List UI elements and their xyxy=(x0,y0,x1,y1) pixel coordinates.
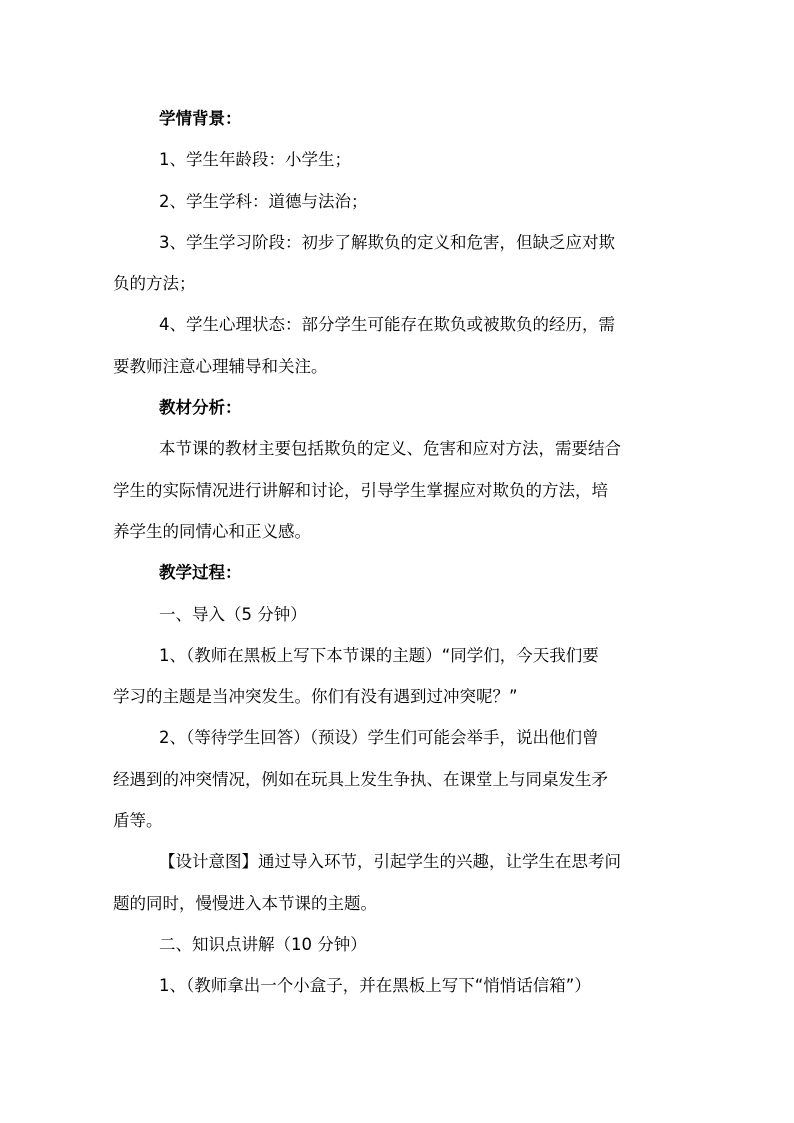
paragraph-line: 1、（教师拿出一个小盒子，并在黑板上写下“悄悄话信箱”） xyxy=(159,976,591,996)
paragraph-line: 负的方法； xyxy=(113,274,196,294)
design-intent-line: 【设计意图】通过导入环节，引起学生的兴趣，让学生在思考问 xyxy=(159,852,621,872)
section-heading-material-analysis: 教材分析： xyxy=(159,398,242,418)
paragraph-line: 学生的实际情况进行讲解和讨论，引导学生掌握应对欺负的方法，培 xyxy=(113,480,608,500)
subsection-heading-intro: 一、导入（5 分钟） xyxy=(159,604,307,624)
paragraph-line: 1、学生年龄段：小学生； xyxy=(159,150,351,170)
paragraph-line: 盾等。 xyxy=(113,811,163,831)
paragraph-line: 养学生的同情心和正义感。 xyxy=(113,521,311,541)
section-heading-learning-background: 学情背景： xyxy=(159,109,242,128)
paragraph-line: 3、学生学习阶段：初步了解欺负的定义和危害，但缺乏应对欺 xyxy=(159,232,615,252)
paragraph-line: 学习的主题是当冲突发生。你们有没有遇到过冲突呢？” xyxy=(113,687,518,707)
paragraph-line: 经遇到的冲突情况，例如在玩具上发生争执、在课堂上与同桌发生矛 xyxy=(113,769,608,789)
paragraph-line: 本节课的教材主要包括欺负的定义、危害和应对方法，需要结合 xyxy=(159,439,621,459)
paragraph-line: 2、学生学科：道德与法治； xyxy=(159,191,368,211)
paragraph-line: 4、学生心理状态：部分学生可能存在欺负或被欺负的经历，需 xyxy=(159,315,615,335)
section-heading-teaching-process: 教学过程： xyxy=(159,563,242,583)
paragraph-line: 要教师注意心理辅导和关注。 xyxy=(113,356,328,376)
paragraph-line: 1、（教师在黑板上写下本节课的主题）“同学们，今天我们要 xyxy=(159,645,599,665)
paragraph-line: 2、（等待学生回答）（预设）学生们可能会举手，说出他们曾 xyxy=(159,728,599,748)
paragraph-line: 题的同时，慢慢进入本节课的主题。 xyxy=(113,893,377,913)
subsection-heading-knowledge: 二、知识点讲解（10 分钟） xyxy=(159,934,367,954)
document-body xyxy=(113,98,680,1007)
